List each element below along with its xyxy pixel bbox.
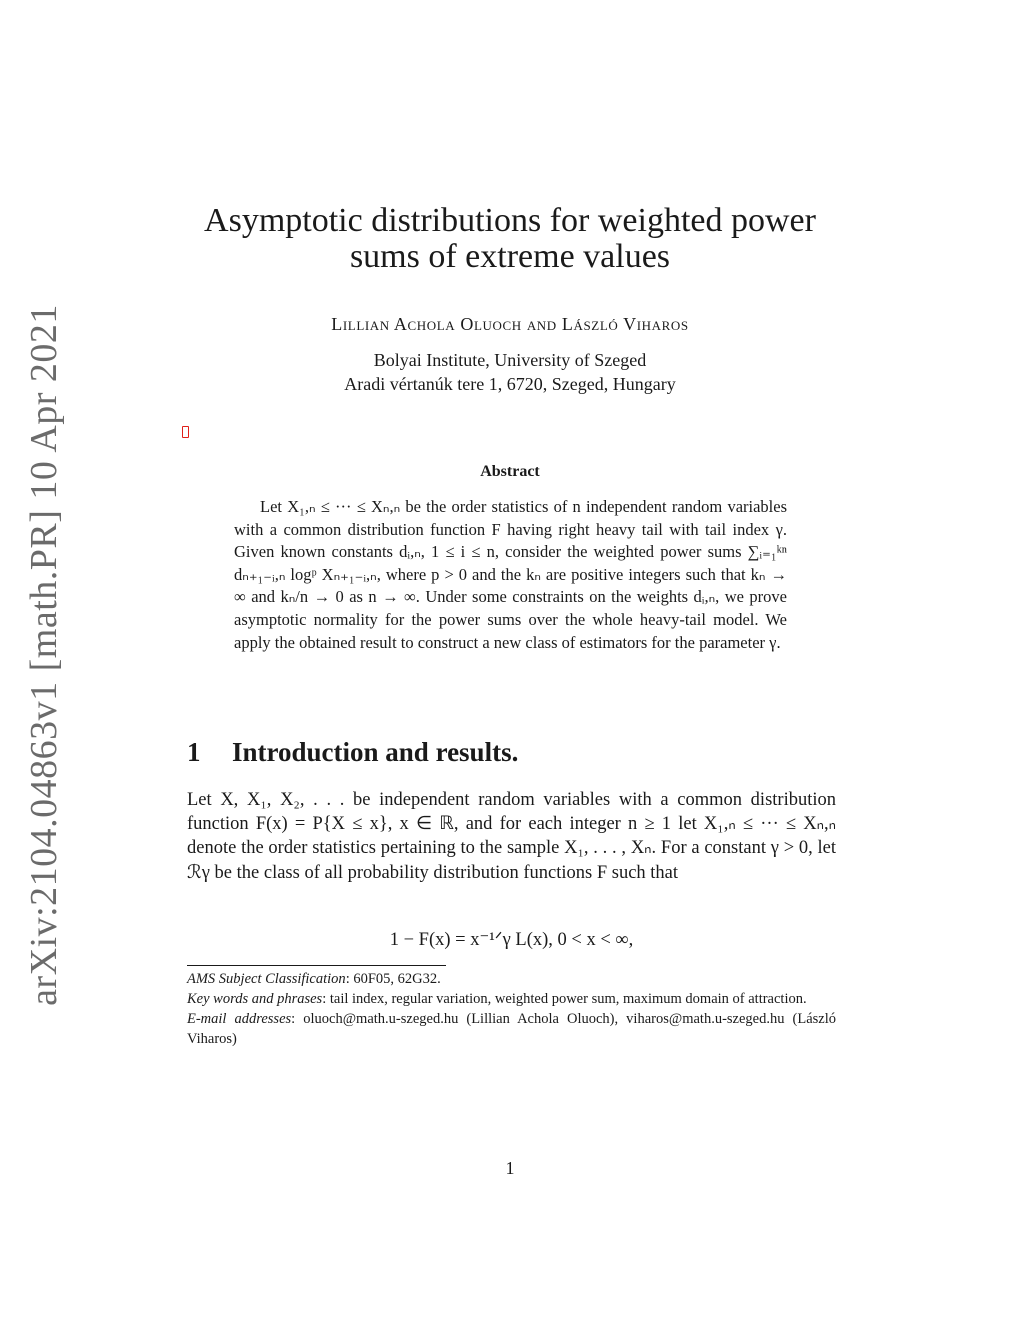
affiliation-line-1: Bolyai Institute, University of Szeged: [373, 350, 647, 370]
keywords-value: : tail index, regular variation, weighted power sum, maximum domain of attraction.: [322, 991, 807, 1007]
footnotes: [187, 969, 836, 1049]
email-value: : oluoch@math.u-szeged.hu (Lillian Achola Oluoch), viharos@math.u-szeged.hu (László Viharos): [187, 1011, 837, 1047]
ams-label: AMS Subject Classification: [187, 971, 346, 987]
footnote-ams: [187, 969, 836, 989]
display-equation: 1 − F(x) = x⁻¹ᐟγ L(x), 0 < x < ∞,: [389, 930, 634, 950]
red-marker-icon: [182, 426, 189, 438]
affiliation: [160, 348, 860, 396]
title-line-2: sums of extreme values: [349, 238, 671, 275]
keywords-label: Key words and phrases: [187, 991, 323, 1007]
email-label: E-mail addresses: [187, 1011, 292, 1027]
paper-title: [160, 203, 860, 275]
footnote-keywords: [187, 989, 836, 1009]
intro-paragraph: Let X, X₁, X₂, . . . be independent random variables with a common distribution function F(x) = P{X ≤ x}, x ∈ ℝ, and for each integer n ≥ 1 let X₁,ₙ ≤ ··· ≤ Xₙ,ₙ denote the order statistics pertaining to the sample X₁, . . . , Xₙ. For a constant γ > 0, let ℛγ be the class of all probability distribution functions F such that: [187, 790, 836, 883]
section-heading: [187, 737, 518, 768]
abstract-text: Let X₁,ₙ ≤ ··· ≤ Xₙ,ₙ be the order statistics of n independent random variables with a common distribution function F having right heavy tail with tail index γ. Given known constants dᵢ,ₙ, 1 ≤ i ≤ n, consider the weighted power sums ∑ᵢ₌₁ᵏⁿ dₙ₊₁₋ᵢ,ₙ logᵖ Xₙ₊₁₋ᵢ,ₙ, where p > 0 and the kₙ are positive integers such that kₙ → ∞ and kₙ/n → 0 as n → ∞. Under some constraints on the weights dᵢ,ₙ, we prove asymptotic normality for the power sums over the whole heavy-tail model. We apply the obtained result to construct a new class of estimators for the parameter γ.: [234, 497, 787, 652]
ams-value: : 60F05, 62G32.: [345, 971, 441, 987]
authors: Lillian Achola Oluoch and László Viharos: [331, 314, 689, 334]
affiliation-line-2: Aradi vértanúk tere 1, 6720, Szeged, Hungary: [344, 374, 676, 394]
page-number: 1: [505, 1158, 515, 1178]
footnote-rule: [187, 965, 446, 966]
section-title: Introduction and results.: [232, 737, 519, 767]
footnote-emails: [187, 1009, 836, 1049]
arxiv-side-stamp: arXiv:2104.04863v1 [math.PR] 10 Apr 2021: [23, 304, 65, 1006]
abstract-heading: Abstract: [480, 463, 540, 480]
section-number: 1: [187, 737, 201, 767]
title-line-1: Asymptotic distributions for weighted power: [204, 202, 816, 239]
